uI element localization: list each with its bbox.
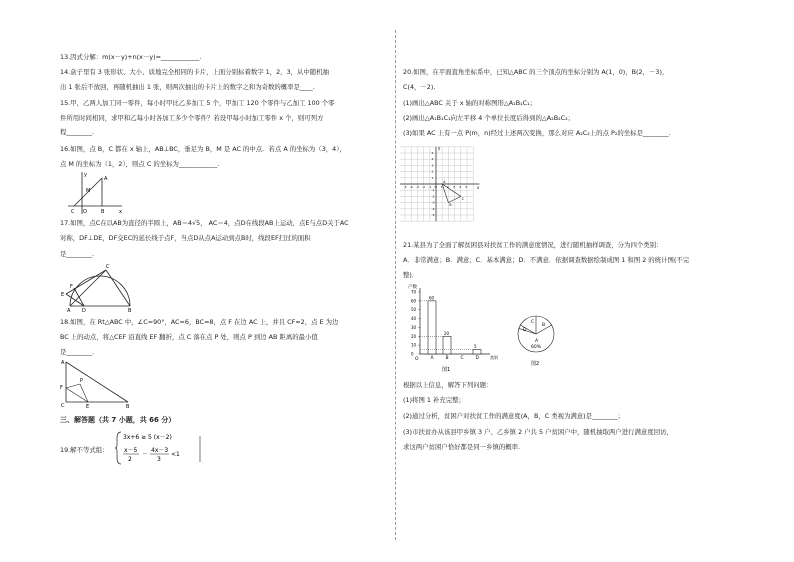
inequality-2-num2: 4x－3 [151, 447, 169, 454]
question-18-line3: 是________. [60, 348, 94, 356]
y-tick-label: 4 [431, 157, 434, 162]
question-21-line8: 求这两户贫困户恰好都是同一乡镇的概率. [403, 443, 521, 451]
inequality-2-rhs: <1 [171, 451, 180, 458]
y-tick-label: 5 [431, 151, 434, 155]
x-tick-label: 5 [465, 185, 468, 190]
y-tick-label: 40 [411, 316, 417, 322]
bar-label-B: 20 [444, 330, 450, 336]
y-tick-label: -2 [431, 194, 435, 199]
y-tick-label: 10 [411, 342, 417, 348]
bar-chart-figure1 [402, 282, 502, 374]
question-21-line5: (1)将图 1 补充完整； [403, 396, 465, 404]
y-tick-label: 60 [411, 298, 417, 304]
question-19-label: 19.解不等式组： [60, 446, 109, 454]
bar-A [428, 301, 436, 354]
question-15-line1: 15.甲，乙两人加工同一零件，每小时甲比乙多加工 5 个，甲加工 120 个零件与乙加工 100 个零 [60, 99, 335, 107]
point-label-A: A [443, 180, 446, 184]
fig16-label-B: B [101, 209, 105, 215]
question-18-line1: 18.如图，在 Rt△ABC 中，∠C=90°，AC=6，BC=8，点 F 在边 AC 上，并且 CF=2，点 E 为边 [60, 318, 339, 326]
point-label-B: B [449, 203, 452, 208]
fig16-label-A: A [104, 176, 108, 182]
x-tick-label: 1 [440, 185, 443, 190]
fig16-label-M: M [86, 188, 91, 194]
figure-18 [58, 358, 134, 408]
question-21-line1: 21.某县为了全面了解贫困县对扶贫工作的满意度情况，进行随机抽样调查，分为四个类别： [403, 241, 663, 249]
x-axis-label: x [476, 185, 480, 190]
bar-label-A: 60 [429, 295, 435, 301]
question-21-line3: 整)． [403, 271, 419, 279]
x-tick-label: B [445, 356, 449, 361]
y-tick-label: 1 [431, 175, 434, 180]
x-tick-label: 4 [459, 185, 462, 190]
point-label-C: C [461, 196, 465, 201]
x-tick-label: -5 [403, 185, 407, 190]
x-tick-label: A [430, 356, 434, 361]
fig17-label-E: E [61, 292, 65, 298]
origin-label: O [415, 357, 419, 362]
bar-label-D: 5 [474, 344, 477, 350]
question-20-line4: (2)画出△A₁B₁C₁向左平移 4 个单位长度后得到的△A₂B₂C₂； [403, 114, 575, 122]
x-tick-label: 2 [446, 185, 449, 190]
question-17-line1: 17.如图，点C在以AB为直径的半圆上，AB＝4√5， AC＝4，点D在线段AB上运动，点E与点D关于AC [60, 219, 349, 227]
fig17-label-C: C [106, 264, 110, 270]
question-14-line1: 14.盒子里有 3 张形状、大小、质地完全相同的卡片，上面分别标着数字 1，2，3，从中随机抽 [60, 68, 329, 76]
fig16-label-x: x [119, 209, 122, 215]
fig17-label-D: D [82, 308, 86, 312]
x-tick-label: -1 [428, 185, 432, 190]
x-tick-label: 3 [453, 185, 456, 190]
svg-text:－: － [142, 451, 149, 458]
question-17-line2: 对称，DF⊥DE，DF交EC的延长线于点F，当点D从点A运动到点B时，线段EF扫过的面积 [60, 234, 311, 242]
question-20-line5: (3)如果 AC 上有一点 P(m，n)经过上述两次变换，那么对应 A₂C₂上的点 P₂的坐标是________. [403, 129, 671, 137]
fig17-label-F: F [70, 284, 73, 290]
question-20-line3: (1)画出△ABC 关于 x 轴的对称图形△A₁B₁C₁； [403, 99, 537, 107]
triangle-abc [442, 184, 461, 203]
y-tick-label: -3 [431, 200, 435, 205]
y-tick-label: 0 [411, 351, 414, 357]
question-21-line6: (2)通过分析，贫困户对扶贫工作的满意度(A，B，C 类视为满意)是________； [403, 412, 625, 420]
question-15-line2: 件所用时间相同，求甲和乙每小时各加工多少个零件？若设甲每小时加工零件 x 个，则可列方 [60, 114, 324, 122]
fig18-label-A: A [61, 360, 65, 366]
x-tick-label: -4 [409, 185, 413, 190]
x-axis-label: 类别 [490, 355, 498, 360]
chart-title: 图1 [442, 367, 451, 373]
question-16-line2: 点 M 的坐标为（1，2），则点 C 的坐标为____________. [60, 160, 220, 168]
question-20-line2: C(4，－2). [403, 83, 436, 91]
pie-label-C: C [531, 320, 535, 325]
inequality-2-den1: 2 [128, 456, 132, 463]
chart-title: 图2 [531, 361, 540, 367]
figure-16 [64, 170, 124, 216]
bar-D [473, 350, 481, 354]
inequality-system [115, 430, 205, 466]
y-tick-label: -5 [431, 213, 435, 217]
y-tick-label: -1 [431, 188, 435, 193]
x-tick-label: -2 [422, 185, 426, 190]
question-17-line3: 是________. [60, 250, 94, 258]
inequality-1: 3x+6 ≥ 5 (x－2) [123, 434, 172, 441]
pie-percent-A: 60% [531, 345, 542, 350]
fig17-label-A: A [67, 308, 71, 312]
fig16-label-C: C [71, 209, 75, 215]
y-axis-label: 户数 [408, 285, 417, 290]
y-tick-label: 70 [411, 289, 417, 295]
y-tick-label: -4 [431, 206, 435, 211]
fig18-label-B: B [126, 404, 130, 408]
fig16-label-O: O [83, 209, 87, 215]
question-15-line3: 程________. [60, 128, 94, 136]
y-axis-label: y [438, 146, 441, 151]
y-tick-label: 50 [411, 307, 417, 313]
inequality-2-den2: 3 [157, 456, 161, 463]
y-tick-label: 30 [411, 324, 417, 330]
x-tick-label: D [475, 356, 479, 361]
fig18-label-F: F [60, 385, 63, 391]
x-tick-label: -3 [415, 185, 419, 190]
inequality-2-num1: x－5 [124, 447, 138, 454]
fig16-label-y: y [84, 172, 87, 178]
question-21-line7: (3)市扶贫办从该县甲乡镇 3 户、乙乡镇 2 户共 5 户贫困户中，随机抽取两户进行满意度回访， [403, 428, 673, 436]
bar-B [443, 336, 451, 354]
pie-label-D: D [523, 328, 527, 333]
fig18-label-E: E [86, 404, 90, 408]
question-21-line2: A．非常满意；B．满意；C．基本满意；D．不满意．依据调查数据绘制成图 1 和图 2 的统计图(不完 [403, 256, 690, 264]
x-tick-label: C [460, 356, 464, 361]
fig18-label-C: C [61, 403, 65, 408]
figure-17 [60, 258, 132, 312]
pie-label-A: A [535, 339, 539, 344]
question-14-line2: 出 1 张后不放回，再随机抽出 1 张，则两次抽出的卡片上的数字之和为奇数的概率是____. [60, 83, 315, 91]
column-divider [395, 30, 396, 540]
question-20-line1: 20.如图，在平面直角坐标系中，已知△ABC 的三个顶点的坐标分别为 A(1，0)，B(2，－3)， [403, 68, 669, 76]
question-21-line4: 根据以上信息，解答下列问题： [403, 381, 493, 389]
x-tick-label: O [434, 185, 437, 190]
fig17-label-B: B [128, 308, 132, 312]
pie-label-B: B [542, 323, 546, 328]
section-3-heading: 三、解答题（共 7 小题，共 66 分） [60, 416, 176, 424]
fig18-label-P: P [80, 378, 84, 384]
y-tick-label: 3 [431, 163, 434, 168]
question-13: 13.因式分解：m(x－y)+n(x－y)=____________. [60, 53, 202, 61]
y-tick-label: 2 [431, 169, 434, 174]
question-16-line1: 16.如图，点 B，C 都在 x 轴上，AB⊥BC，垂足为 B，M 是 AC 的中点．若点 A 的坐标为（3，4）， [60, 145, 346, 153]
question-18-line2: BC 上的动点，将△CEF 沿直线 EF 翻折，点 C 落在点 P 处，则点 P 到边 AB 距离的最小值 [60, 333, 318, 341]
y-tick-label: 20 [411, 333, 417, 339]
pie-chart-figure2 [512, 308, 572, 374]
coordinate-grid [400, 146, 484, 222]
